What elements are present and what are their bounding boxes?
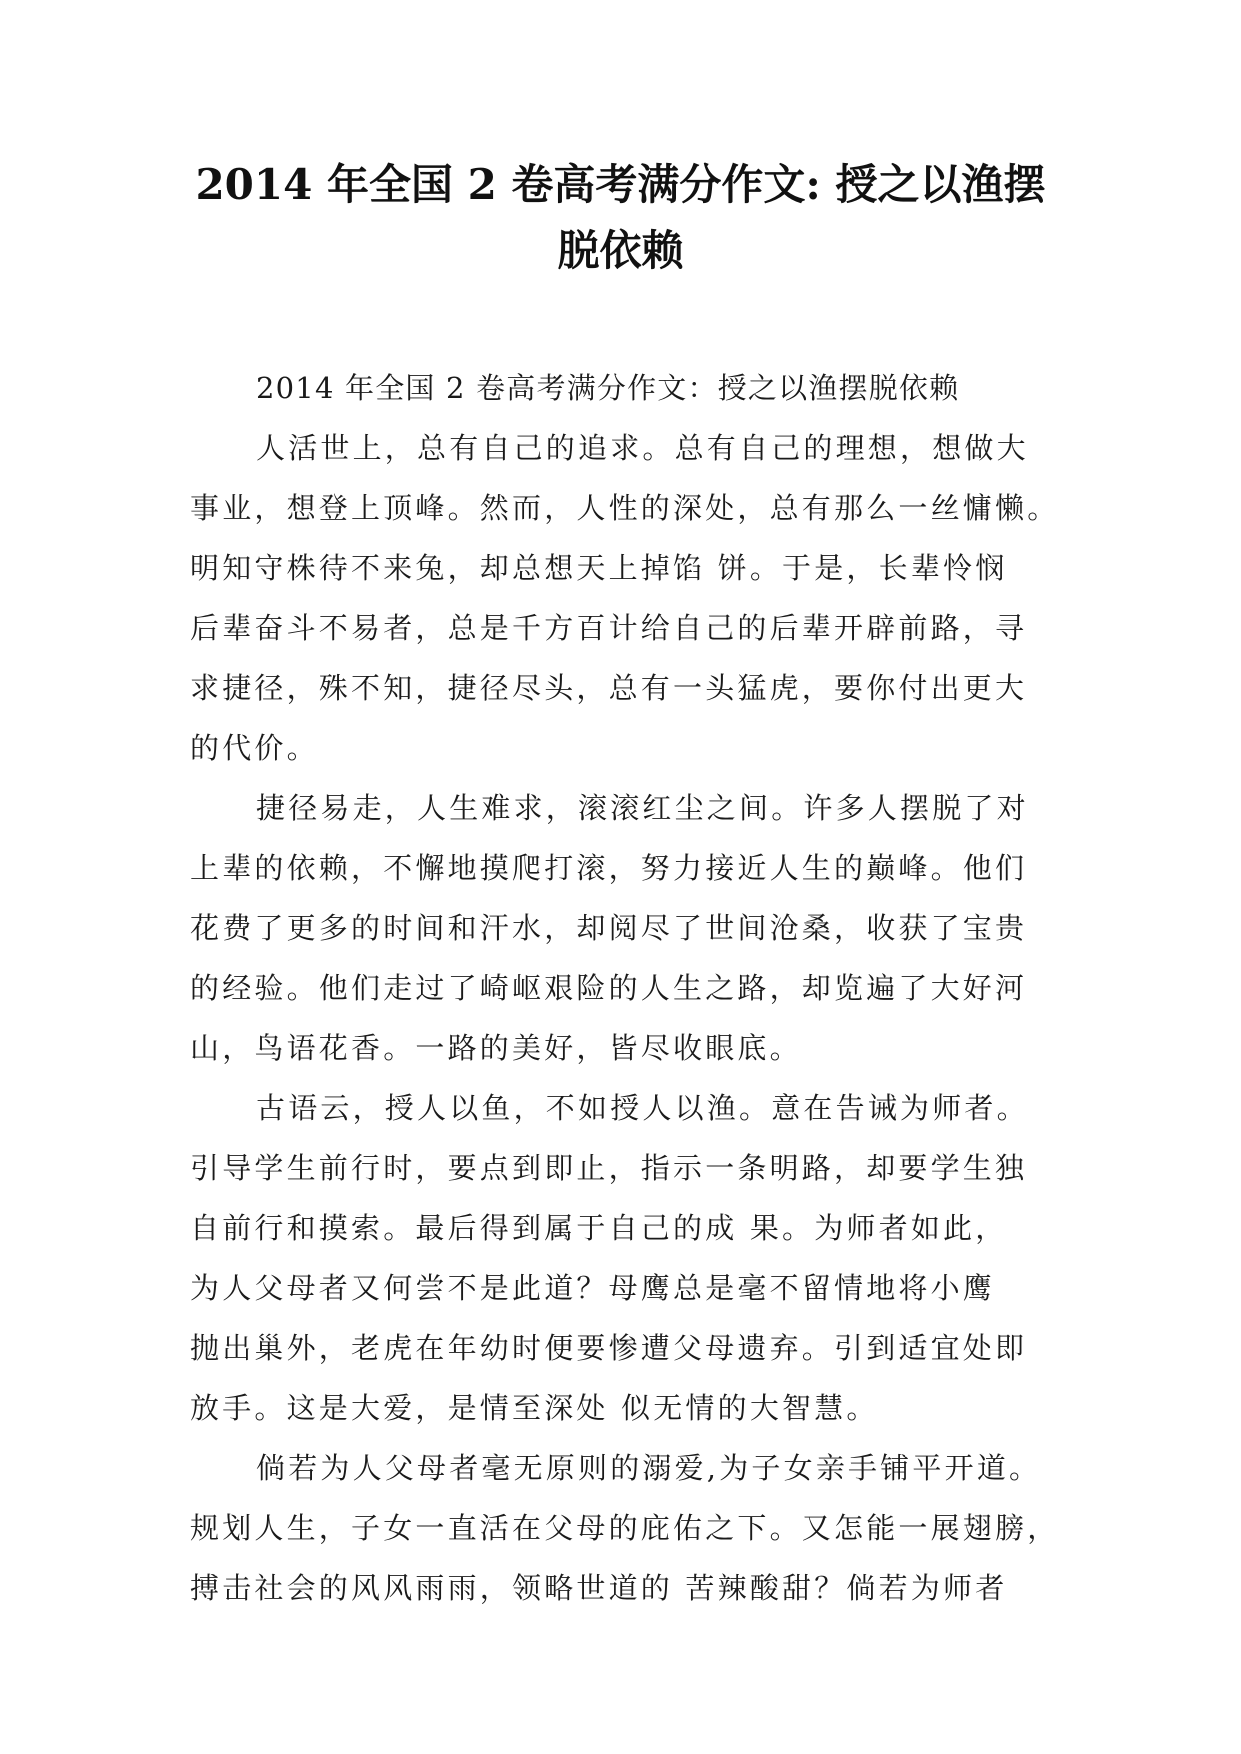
paragraph-line: 倘若为人父母者毫无原则的溺爱,为子女亲手铺平开道。 (256, 1451, 1042, 1485)
paragraph-line: 放手。这是大爱，是情至深处 似无情的大智慧。 (190, 1391, 879, 1425)
paragraph-line: 引导学生前行时，要点到即止，指示一条明路，却要学生独 (190, 1151, 1028, 1185)
paragraph-line: 自前行和摸索。最后得到属于自己的成 果。为师者如此， (190, 1211, 1008, 1245)
essay-heading-line: 2014 年全国 2 卷高考满分作文：授之以渔摆脱依赖 (256, 371, 960, 405)
paragraph-line: 的经验。他们走过了崎岖艰险的人生之路，却览遍了大好河 (190, 971, 1028, 1005)
paragraph-line: 人活世上，总有自己的追求。总有自己的理想，想做大 (256, 431, 1029, 465)
essay-body (190, 358, 1060, 1618)
document-title (150, 152, 1091, 284)
paragraph-line: 求捷径，殊不知，捷径尽头，总有一头猛虎，要你付出更大 (190, 671, 1028, 705)
paragraph-line: 为人父母者又何尝不是此道？母鹰总是毫不留情地将小鹰 (190, 1271, 996, 1305)
title-line-1: 2014 年全国 2 卷高考满分作文: 授之以渔摆 (195, 160, 1046, 209)
paragraph-line: 花费了更多的时间和汗水，却阅尽了世间沧桑，收获了宝贵 (190, 911, 1028, 945)
paragraph-line: 山，鸟语花香。一路的美好，皆尽收眼底。 (190, 1031, 802, 1065)
paragraph-line: 的代价。 (190, 731, 319, 765)
paragraph-line: 捷径易走，人生难求，滚滚红尘之间。许多人摆脱了对 (256, 791, 1029, 825)
title-line-2: 脱依赖 (557, 226, 684, 275)
paragraph-line: 明知守株待不来兔，却总想天上掉馅 饼。于是，长辈怜悯 (190, 551, 1008, 585)
paragraph-line: 规划人生，子女一直活在父母的庇佑之下。又怎能一展翅膀， (190, 1511, 1060, 1545)
paragraph-line: 事业，想登上顶峰。然而，人性的深处，总有那么一丝慵懒。 (190, 491, 1060, 525)
paragraph-line: 抛出巢外，老虎在年幼时便要惨遭父母遗弃。引到适宜处即 (190, 1331, 1028, 1365)
paragraph-line: 上辈的依赖，不懈地摸爬打滚，努力接近人生的巅峰。他们 (190, 851, 1028, 885)
paragraph-line: 古语云，授人以鱼，不如授人以渔。意在告诫为师者。 (256, 1091, 1029, 1125)
paragraph-line: 后辈奋斗不易者，总是千方百计给自己的后辈开辟前路，寻 (190, 611, 1028, 645)
paragraph-line: 搏击社会的风风雨雨，领略世道的 苦辣酸甜？倘若为师者 (190, 1571, 1008, 1605)
